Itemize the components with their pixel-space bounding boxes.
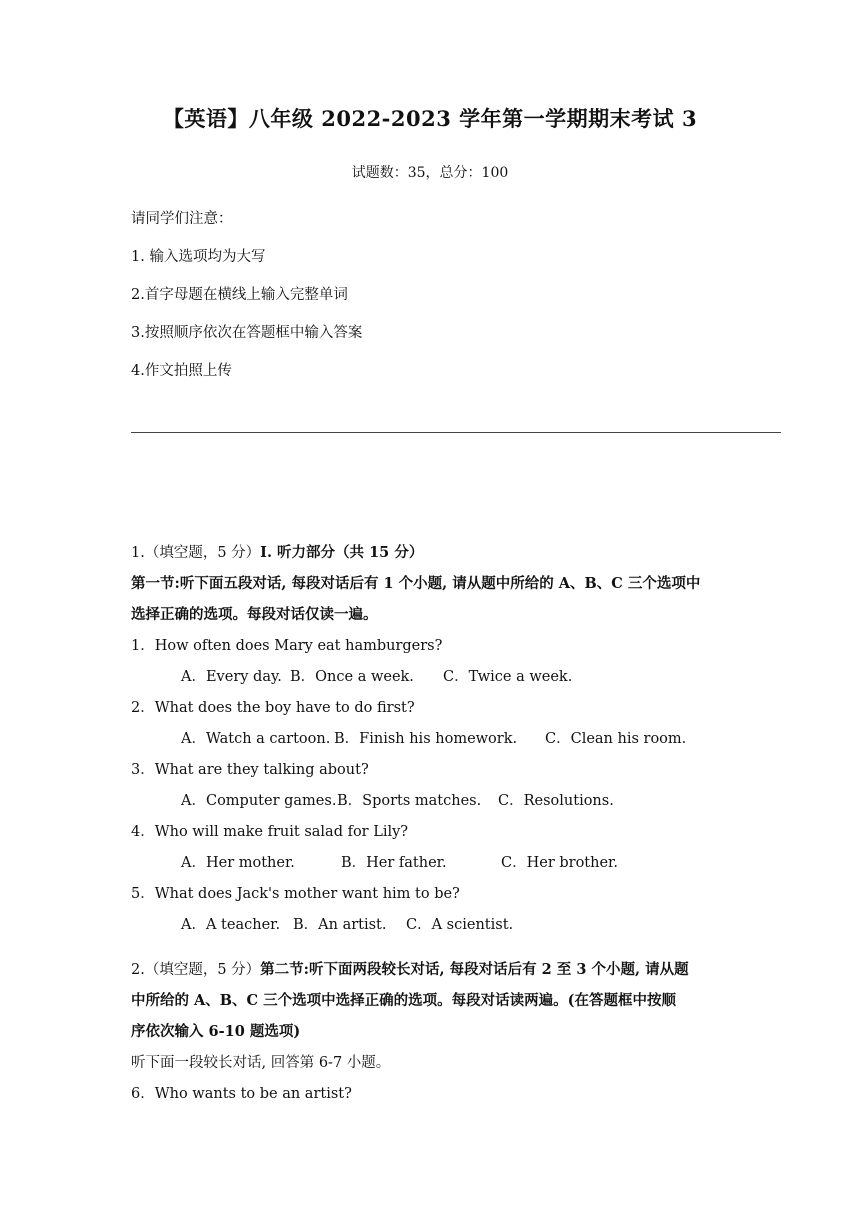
section-heading: I. 听力部分（共 15 分） [260, 544, 424, 561]
question-stem: 1．How often does Mary eat hamburgers? [131, 638, 443, 654]
question-2-header [131, 958, 689, 979]
instruction-line: 选择正确的选项。每段对话仅读一遍。 [131, 606, 378, 623]
notice-item: 4.作文拍照上传 [131, 363, 232, 379]
instruction-line: 序依次输入 6-10 题选项) [131, 1023, 301, 1040]
instruction-line: 中所给的 A、B、C 三个选项中选择正确的选项。每段对话读两遍。(在答题框中按顺 [131, 992, 677, 1009]
instruction-line: 第二节:听下面两段较长对话, 每段对话后有 2 至 3 个小题, 请从题 [260, 961, 689, 978]
option-c: C．A scientist. [406, 917, 514, 933]
notice-item: 2.首字母题在横线上输入完整单词 [131, 287, 348, 303]
option-b: B．Her father. [341, 855, 447, 871]
instruction-line: 第一节:听下面五段对话, 每段对话后有 1 个小题, 请从题中所给的 A、B、C 三个选项中 [131, 575, 701, 592]
notice-heading: 请同学们注意： [131, 211, 233, 227]
question-stem: 4．Who will make fruit salad for Lily? [131, 824, 409, 840]
question-stem: 3．What are they talking about? [131, 762, 369, 778]
exam-title: 【英语】八年级 2022-2023 学年第一学期期末考试 3 [162, 106, 698, 131]
option-a: A．Her mother. [181, 855, 295, 871]
divider [131, 432, 781, 433]
option-a: A．Watch a cartoon. [181, 731, 331, 747]
option-c: C．Resolutions. [498, 793, 614, 809]
option-b: B．Sports matches. [337, 793, 482, 809]
question-stem: 2．What does the boy have to do first? [131, 700, 415, 716]
option-c: C．Twice a week. [443, 669, 573, 685]
option-c: C．Clean his room. [545, 731, 687, 747]
question-stem: 6．Who wants to be an artist? [131, 1086, 352, 1102]
sub-instruction: 听下面一段较长对话, 回答第 6-7 小题。 [131, 1055, 391, 1071]
question-meta: 1.（填空题，5 分） [131, 545, 261, 561]
question-1-header [131, 541, 423, 562]
option-b: B．Once a week. [290, 669, 414, 685]
option-b: B．An artist. [293, 917, 387, 933]
question-stem: 5．What does Jack's mother want him to be? [131, 886, 460, 902]
option-c: C．Her brother. [501, 855, 618, 871]
notice-item: 3.按照顺序依次在答题框中输入答案 [131, 325, 363, 341]
option-a: A．Computer games. [181, 793, 337, 809]
option-b: B．Finish his homework. [334, 731, 518, 747]
option-a: A．A teacher. [181, 917, 281, 933]
question-meta: 2.（填空题，5 分） [131, 962, 261, 978]
notice-item: 1. 输入选项均为大写 [131, 249, 266, 265]
option-a: A．Every day. [181, 669, 282, 685]
exam-subtitle: 试题数：35，总分：100 [351, 165, 509, 181]
